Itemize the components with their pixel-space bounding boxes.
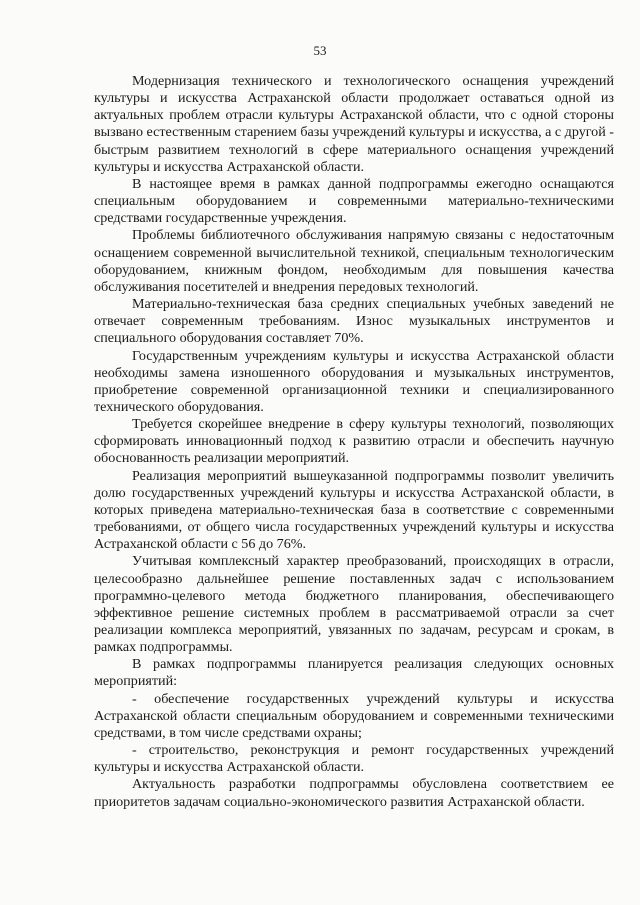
list-item: - обеспечение государственных учреждений культуры и искусства Астраханской области специальным оборудованием и современными техническими средствами, в том числе средствами охраны; — [94, 690, 614, 741]
document-body — [94, 73, 614, 811]
paragraph: Модернизация технического и технологического оснащения учреждений культуры и искусства Астраханской области продолжает оставаться одной из актуальных проблем отрасли культуры Астраханской области, что с одной стороны вызвано естественным старением базы учреждений культуры и искусства, а с другой - быстрым развитием технологий в сфере материального оснащения учреждений культуры и искусства Астраханской области. — [94, 73, 614, 175]
paragraph: Реализация мероприятий вышеуказанной подпрограммы позволит увеличить долю государственных учреждений культуры и искусства Астраханской области, в которых приведена материально-техническая база в соответствие с современными требованиями, от общего числа государственных учреждений культуры и искусства Астраханской области с 56 до 76%. — [94, 467, 614, 553]
paragraph: Проблемы библиотечного обслуживания напрямую связаны с недостаточным оснащением современной вычислительной техникой, специальным технологическим оборудованием, книжным фондом, необходимым для повышения качества обслуживания посетителей и внедрения передовых технологий. — [94, 227, 614, 295]
page-number: 53 — [313, 43, 327, 58]
paragraph: В настоящее время в рамках данной подпрограммы ежегодно оснащаются специальным оборудованием и современными материально-техническими средствами государственные учреждения. — [94, 175, 614, 227]
paragraph: Государственным учреждениям культуры и искусства Астраханской области необходимы замена изношенного оборудования и музыкальных инструментов, приобретение современной организационной техники и специализированного технического оборудования. — [94, 347, 614, 415]
paragraph: В рамках подпрограммы планируется реализация следующих основных мероприятий: — [94, 656, 614, 690]
paragraph: Материально-техническая база средних специальных учебных заведений не отвечает современным требованиям. Износ музыкальных инструментов и специального оборудования составляет 70%. — [94, 296, 614, 347]
list-item: - строительство, реконструкция и ремонт государственных учреждений культуры и искусства Астраханской области. — [94, 742, 614, 776]
paragraph: Учитывая комплексный характер преобразований, происходящих в отрасли, целесообразно дальнейшее решение поставленных задач с использованием программно-целевого метода бюджетного планирования, обеспечивающего эффективное решение системных проблем в рассматриваемой отрасли за счет реализации комплекса мероприятий, увязанных по задачам, ресурсам и срокам, в рамках подпрограммы. — [94, 553, 614, 656]
paragraph: Требуется скорейшее внедрение в сферу культуры технологий, позволяющих сформировать инновационный подход к развитию отрасли и обеспечить научную обоснованность реализации мероприятий. — [94, 416, 614, 467]
paragraph: Актуальность разработки подпрограммы обусловлена соответствием ее приоритетов задачам социально-экономического развития Астраханской области. — [94, 776, 614, 810]
